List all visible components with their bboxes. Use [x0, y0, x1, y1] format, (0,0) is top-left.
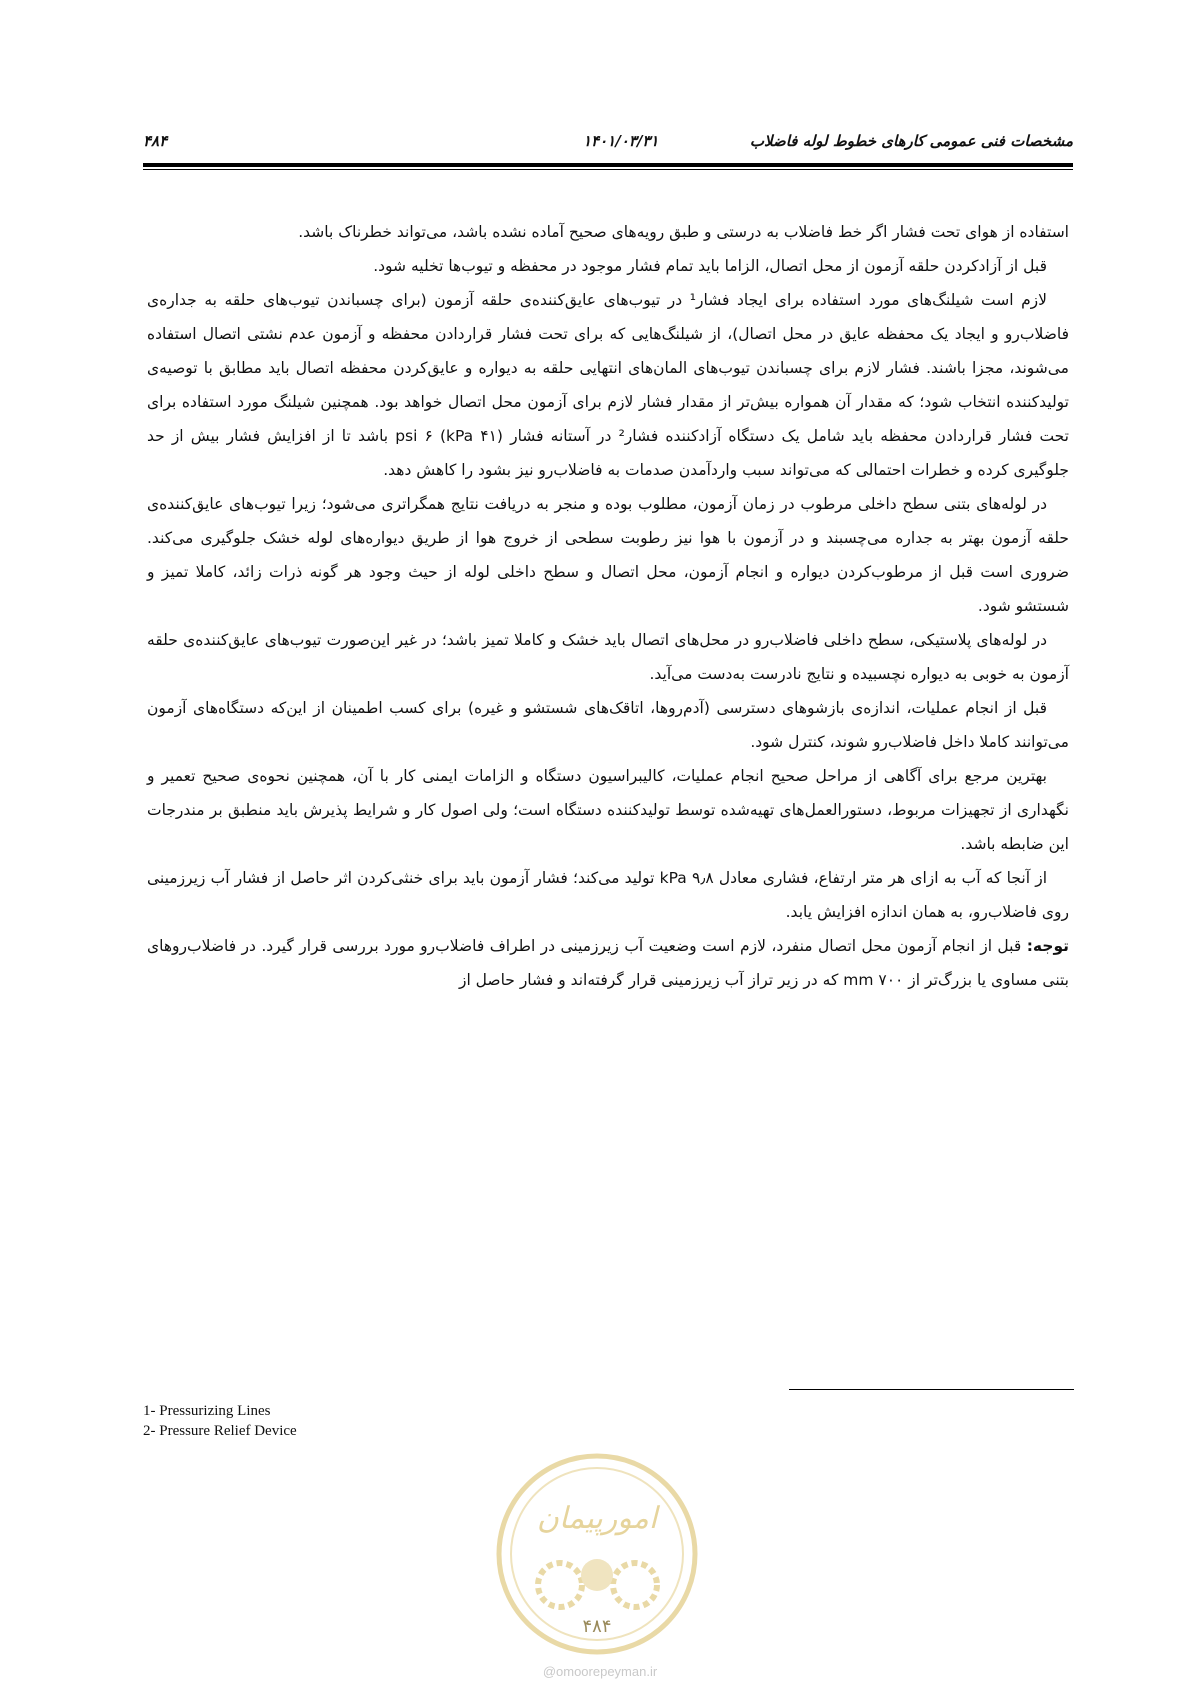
document-title: مشخصات فنی عمومی کارهای خطوط لوله فاضلاب [749, 132, 1073, 150]
paragraph: لازم است شیلنگ‌های مورد استفاده برای ایجاد فشار¹ در تیوب‌های عایق‌کننده‌ی حلقه آزمون (برای چسباندن تیوب‌های حلقه به جداره‌ی فاضلاب‌رو و ایجاد یک محفظه عایق در محل اتصال)، از شیلنگ‌هایی که برای تحت فشار قراردادن محفظه و آزمون عدم نشتی اتصال استفاده می‌شوند، مجزا باشند. فشار لازم برای چسباندن تیوب‌های المان‌های انتهایی حلقه به دیواره و عایق‌کردن محفظه اتصال باید مطابق با توصیه‌ی تولیدکننده انتخاب شود؛ که مقدار آن همواره بیش‌تر از مقدار فشار لازم برای آزمون محل اتصال خواهد بود. همچنین شیلنگ مورد استفاده برای تحت فشار قراردادن محفظه باید شامل یک دستگاه آزادکننده فشار² در آستانه فشار psi ۶ (kPa ۴۱) باشد تا از افزایش فشار بیش از حد جلوگیری کرده و خطرات احتمالی که می‌تواند سبب واردآمدن صدمات به فاضلاب‌رو نیز بشود را کاهش دهد. [147, 291, 1069, 479]
header-rule-thick [143, 163, 1073, 167]
paragraph: قبل از انجام عملیات، اندازه‌ی بازشوهای دسترسی (آدم‌روها، اتاقک‌های شستشو و غیره) برای کسب اطمینان از این‌که دستگاه‌های آزمون می‌توانند کاملا داخل فاضلاب‌رو شوند، کنترل شود. [147, 699, 1069, 751]
footnote-1: 1- Pressurizing Lines [143, 1403, 271, 1419]
footnote-2: 2- Pressure Relief Device [143, 1423, 297, 1439]
paragraph: از آنجا که آب به ازای هر متر ارتفاع، فشاری معادل kPa ۹٫۸ تولید می‌کند؛ فشار آزمون باید برای خنثی‌کردن اثر حاصل از فشار آب زیرزمینی روی فاضلاب‌رو، به همان اندازه افزایش یابد. [147, 869, 1069, 921]
paragraph: در لوله‌های بتنی سطح داخلی مرطوب در زمان آزمون، مطلوب بوده و منجر به دریافت نتایج همگراتری می‌شود؛ زیرا تیوب‌های عایق‌کننده‌ی حلقه آزمون بهتر به جداره می‌چسبند و در آزمون با هوا نیز رطوبت سطحی از خروج هوا از طریق دیواره‌های لوله خشک جلوگیری می‌کند. ضروری است قبل از مرطوب‌کردن دیواره و انجام آزمون، محل اتصال و سطح داخلی لوله از حیث وجود هر گونه ذرات زائد، کاملا تمیز و شستشو شود. [147, 495, 1069, 615]
body-text [147, 215, 1069, 997]
watermark: @omoorepeyman.ir [542, 1664, 658, 1679]
footnote-rule [789, 1389, 1074, 1390]
paragraph: در لوله‌های پلاستیکی، سطح داخلی فاضلاب‌رو در محل‌های اتصال باید خشک و کاملا تمیز باشد؛ در غیر این‌صورت تیوب‌های عایق‌کننده‌ی حلقه آزمون به خوبی به دیواره نچسبیده و نتایج نادرست به‌دست می‌آید. [147, 631, 1069, 683]
document-date: ۱۴۰۱/۰۳/۳۱ [583, 132, 659, 150]
page-number: ۴۸۴ [143, 132, 168, 150]
paragraph: بهترین مرجع برای آگاهی از مراحل صحیح انجام عملیات، کالیبراسیون دستگاه و الزامات ایمنی کار با آن، همچنین نحوه‌ی صحیح تعمیر و نگهداری از تجهیزات مربوط، دستورالعمل‌های تهیه‌شده توسط تولیدکننده دستگاه است؛ ولی اصول کار و شرایط پذیرش باید منطبق بر مندرجات این ضابطه باشد. [147, 767, 1069, 853]
footnotes [143, 1401, 297, 1441]
page-header [143, 128, 1073, 158]
seal-page-number: ۴۸۴ [582, 1616, 612, 1637]
paragraph: استفاده از هوای تحت فشار اگر خط فاضلاب به درستی و طبق رویه‌های صحیح آماده نشده باشد، می‌تواند خطرناک باشد. [298, 223, 1069, 241]
header-rule-thin [143, 169, 1073, 170]
note-text: قبل از انجام آزمون محل اتصال منفرد، لازم است وضعیت آب زیرزمینی در اطراف فاضلاب‌رو مورد بررسی قرار گیرد. در فاضلاب‌روهای بتنی مساوی یا بزرگ‌تر از mm ۷۰۰ که در زیر تراز آب زیرزمینی قرار گرفته‌اند و فشار حاصل از [147, 937, 1069, 989]
paragraph: قبل از آزادکردن حلقه آزمون از محل اتصال، الزاما باید تمام فشار موجود در محفظه و تیوب‌ها تخلیه شود. [373, 257, 1047, 275]
note-label: توجه: [1026, 937, 1069, 955]
note-paragraph [147, 929, 1069, 997]
seal-text: امورپیمان [536, 1501, 658, 1536]
seal-logo-icon [495, 1450, 699, 1658]
